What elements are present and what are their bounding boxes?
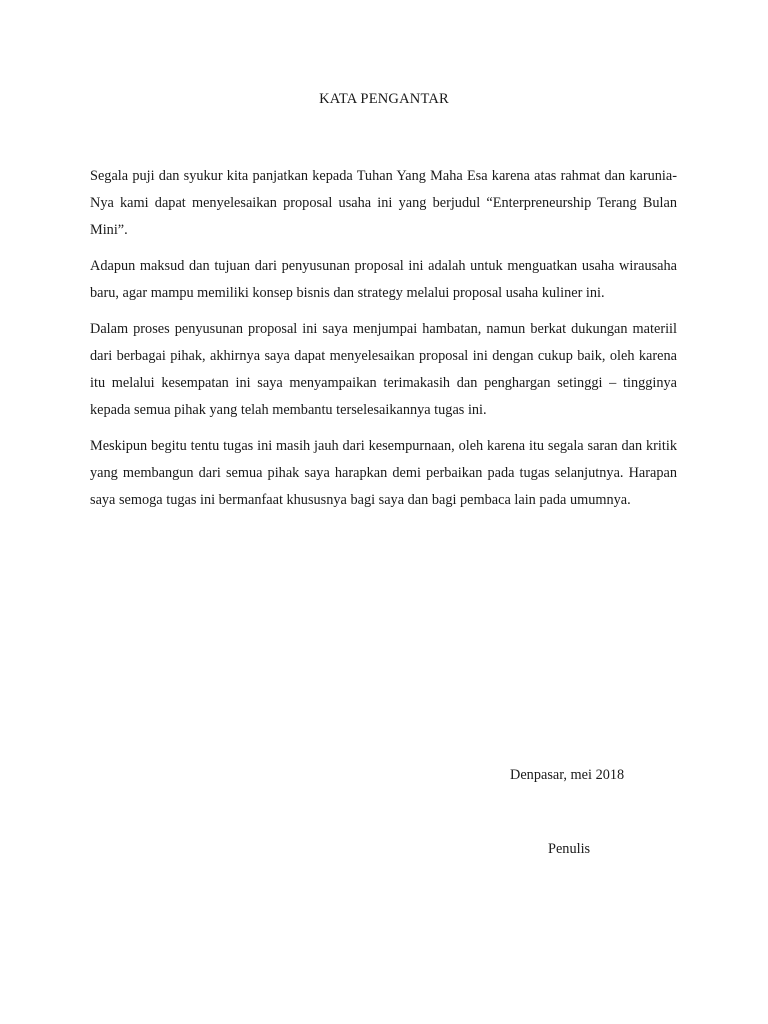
closing-signer: Penulis	[548, 841, 591, 857]
page-title: KATA PENGANTAR	[319, 91, 449, 107]
paragraph-2: Adapun maksud dan tujuan dari penyusunan proposal ini adalah untuk menguatkan usaha wirausaha baru, agar mampu memiliki konsep bisnis dan strategy melalui proposal usaha kuliner ini.	[90, 258, 677, 301]
paragraph-4: Meskipun begitu tentu tugas ini masih jauh dari kesempurnaan, oleh karena itu segala saran dan kritik yang membangun dari semua pihak saya harapkan demi perbaikan pada tugas selanjutnya. Harapan saya semoga tugas ini bermanfaat khususnya bagi saya dan bagi pembaca lain pada umumnya.	[90, 438, 677, 508]
closing-place-date: Denpasar, mei 2018	[510, 767, 625, 783]
paragraph-1: Segala puji dan syukur kita panjatkan kepada Tuhan Yang Maha Esa karena atas rahmat dan karunia-Nya kami dapat menyelesaikan proposal usaha ini yang berjudul “Enterpreneurship Terang Bulan Mini”.	[90, 168, 677, 238]
document-body	[90, 163, 677, 523]
paragraph-3: Dalam proses penyusunan proposal ini saya menjumpai hambatan, namun berkat dukungan materiil dari berbagai pihak, akhirnya saya dapat menyelesaikan proposal ini dengan cukup baik, oleh karena itu melalui kesempatan ini saya menyampaikan terimakasih dan penghargan setinggi – tingginya kepada semua pihak yang telah membantu terselesaikannya tugas ini.	[90, 321, 677, 418]
